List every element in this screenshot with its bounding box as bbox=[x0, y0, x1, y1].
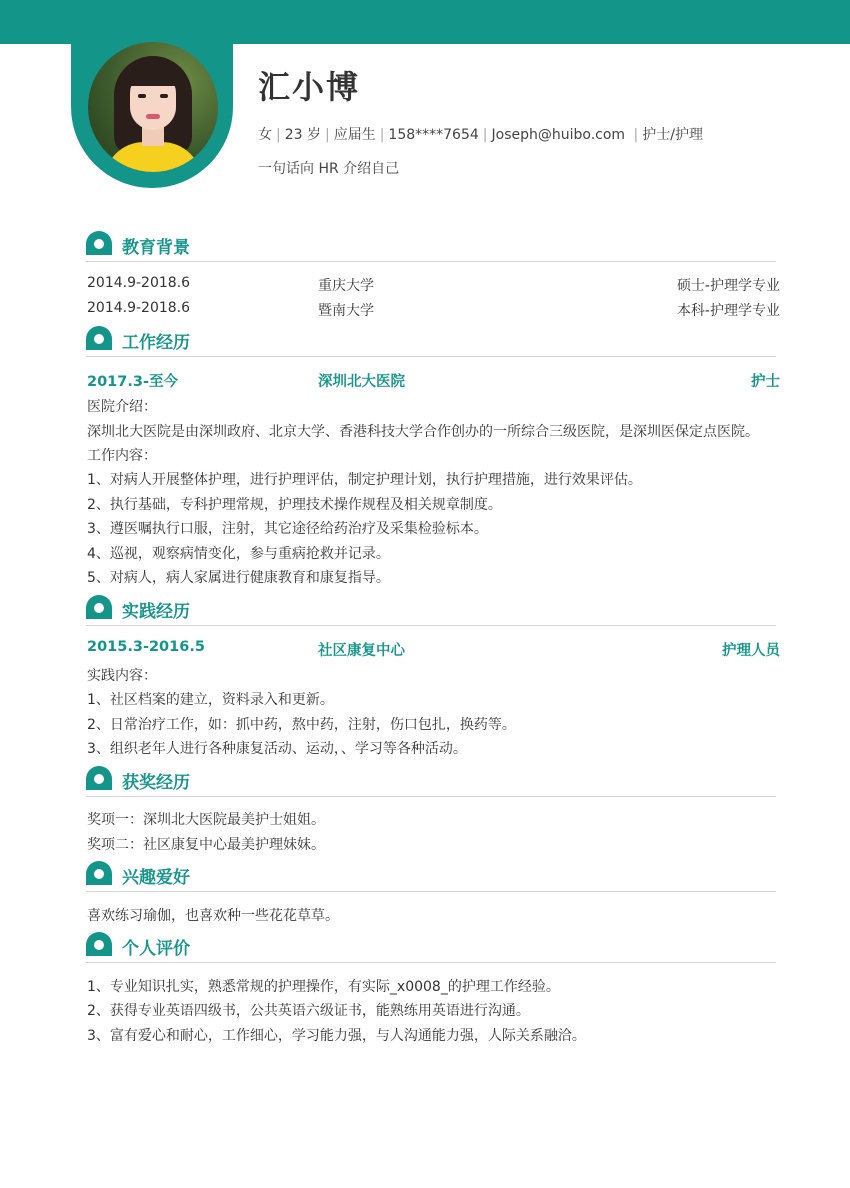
practice-line: 1、社区档案的建立，资料录入和更新。 bbox=[87, 692, 334, 708]
education-row bbox=[87, 300, 780, 322]
top-banner bbox=[0, 0, 850, 44]
work-line: 3、遵医嘱执行口服，注射，其它途径给药治疗及采集检验标本。 bbox=[87, 521, 488, 537]
work-role: 护士 bbox=[751, 374, 780, 390]
section-title: 个人评价 bbox=[122, 939, 190, 959]
edu-school: 重庆大学 bbox=[318, 278, 374, 294]
practice-period: 2015.3-2016.5 bbox=[87, 639, 205, 655]
candidate-name: 汇小博 bbox=[258, 68, 361, 106]
award-line: 奖项一：深圳北大医院最美护士姐姐。 bbox=[87, 812, 325, 828]
section-marker-icon bbox=[86, 231, 112, 255]
section-hobbies bbox=[86, 861, 776, 892]
section-marker-icon bbox=[86, 326, 112, 350]
section-marker-icon bbox=[86, 595, 112, 619]
work-line: 深圳北大医院是由深圳政府、北京大学、香港科技大学合作创办的一所综合三级医院，是深圳医保定点医院。 bbox=[87, 424, 759, 440]
work-line: 医院介绍： bbox=[87, 399, 157, 415]
section-marker-icon bbox=[86, 932, 112, 956]
work-org: 深圳北大医院 bbox=[318, 374, 405, 390]
section-title: 兴趣爱好 bbox=[122, 868, 190, 888]
phone: 158****7654 bbox=[388, 127, 479, 143]
section-education bbox=[86, 231, 776, 262]
work-line: 5、对病人，病人家属进行健康教育和康复指导。 bbox=[87, 570, 390, 586]
slogan: 一句话向 HR 介绍自己 bbox=[258, 161, 400, 177]
section-title: 工作经历 bbox=[122, 333, 190, 353]
evaluation-line: 2、获得专业英语四级书，公共英语六级证书，能熟练用英语进行沟通。 bbox=[87, 1003, 530, 1019]
edu-period: 2014.9-2018.6 bbox=[87, 300, 191, 316]
evaluation-line: 3、富有爱心和耐心，工作细心，学习能力强，与人沟通能力强，人际关系融洽。 bbox=[87, 1028, 586, 1044]
practice-line: 2、日常治疗工作，如：抓中药，熬中药，注射，伤口包扎，换药等。 bbox=[87, 717, 516, 733]
award-line: 奖项二：社区康复中心最美护理妹妹。 bbox=[87, 837, 325, 853]
section-practice bbox=[86, 595, 776, 626]
section-title: 获奖经历 bbox=[122, 773, 190, 793]
practice-org: 社区康复中心 bbox=[318, 643, 405, 659]
work-line: 4、巡视，观察病情变化，参与重病抢救并记录。 bbox=[87, 546, 390, 562]
personal-info: 女 | 23 岁 | 应届生 | 158****7654 | Joseph@huibo.com | 护士/护理 bbox=[258, 127, 703, 143]
status: 应届生 bbox=[333, 127, 376, 143]
section-title: 实践经历 bbox=[122, 602, 190, 622]
practice-header-row bbox=[87, 639, 780, 661]
job-intent: 护士/护理 bbox=[642, 127, 703, 143]
practice-line: 实践内容： bbox=[87, 668, 157, 684]
profile-photo bbox=[88, 42, 218, 172]
edu-degree: 硕士-护理学专业 bbox=[676, 278, 780, 294]
work-period: 2017.3-至今 bbox=[87, 374, 178, 390]
evaluation-line: 1、专业知识扎实，熟悉常规的护理操作，有实际_x0008_的护理工作经验。 bbox=[87, 979, 560, 995]
edu-degree: 本科-护理学专业 bbox=[676, 303, 780, 319]
edu-period: 2014.9-2018.6 bbox=[87, 275, 191, 291]
work-line: 工作内容： bbox=[87, 448, 157, 464]
age: 23 岁 bbox=[284, 127, 321, 143]
section-marker-icon bbox=[86, 861, 112, 885]
section-awards bbox=[86, 766, 776, 797]
work-line: 1、对病人开展整体护理，进行护理评估，制定护理计划，执行护理措施，进行效果评估。 bbox=[87, 472, 642, 488]
practice-line: 3、组织老年人进行各种康复活动、运动，、学习等各种活动。 bbox=[87, 741, 467, 757]
gender: 女 bbox=[258, 127, 272, 143]
section-marker-icon bbox=[86, 766, 112, 790]
education-row bbox=[87, 275, 780, 297]
section-title: 教育背景 bbox=[122, 238, 190, 258]
section-work bbox=[86, 326, 776, 357]
edu-school: 暨南大学 bbox=[318, 303, 374, 319]
section-evaluation bbox=[86, 932, 776, 963]
email: Joseph@huibo.com bbox=[491, 127, 630, 143]
practice-role: 护理人员 bbox=[722, 643, 780, 659]
work-line: 2、执行基础，专科护理常规，护理技术操作规程及相关规章制度。 bbox=[87, 497, 502, 513]
work-header-row bbox=[87, 370, 780, 392]
hobby-line: 喜欢练习瑜伽，也喜欢种一些花花草草。 bbox=[87, 908, 339, 924]
